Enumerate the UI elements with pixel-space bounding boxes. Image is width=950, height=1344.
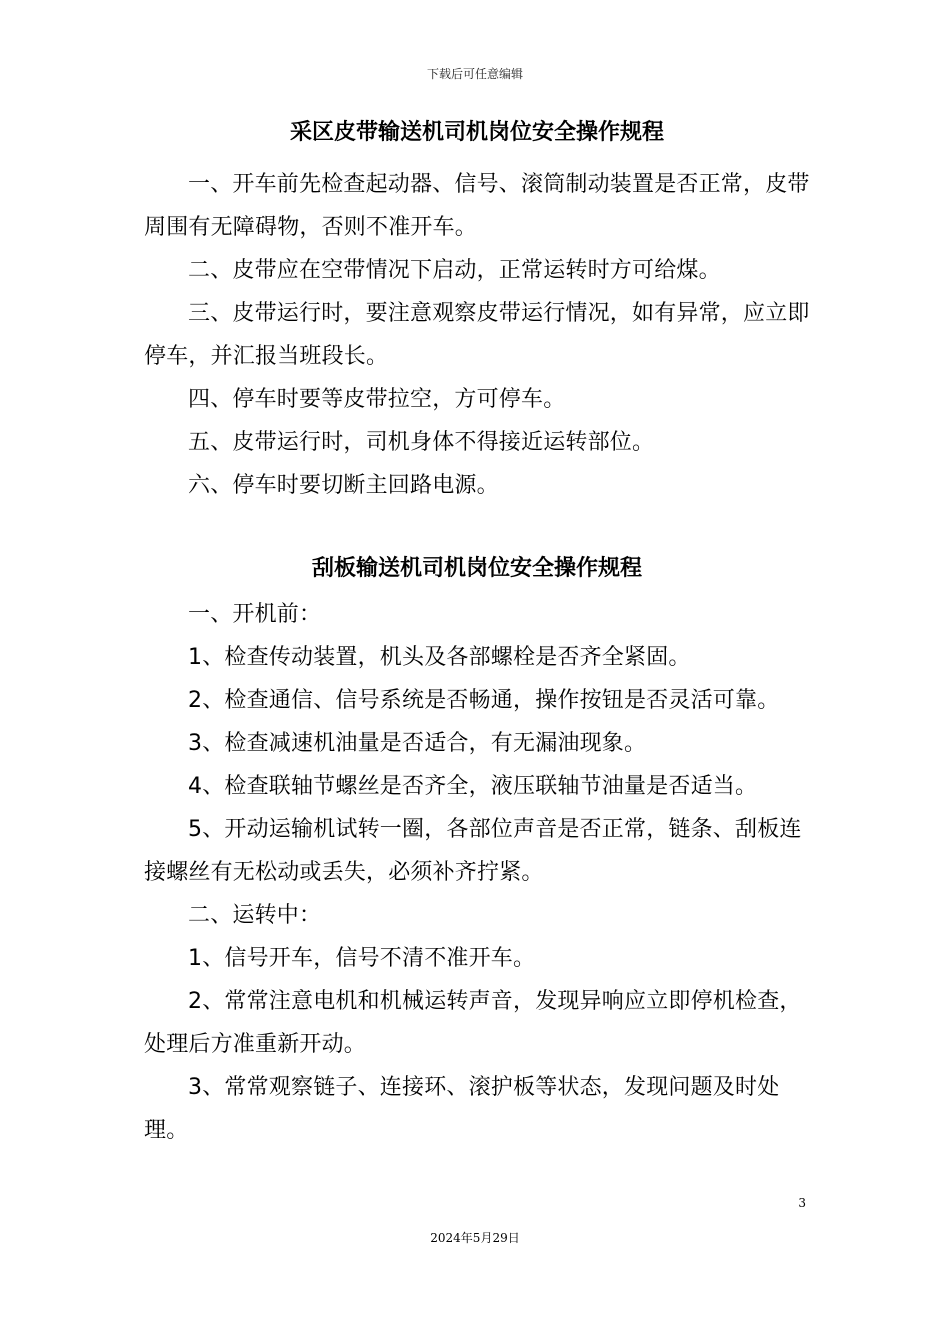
section-2-paragraph: 4、检查联轴节螺丝是否齐全，液压联轴节油量是否适当。 [188,774,758,799]
header-note: 下载后可任意编辑 [426,67,523,81]
section-1-paragraph: 一、开车前先检查起动器、信号、滚筒制动装置是否正常，皮带周围有无障碍物，否则不准开车。 [144,172,810,240]
section-2-paragraph: 3、常常观察链子、连接环、滚护板等状态，发现问题及时处理。 [144,1075,780,1143]
section-1-paragraph: 三、皮带运行时，要注意观察皮带运行情况，如有异常，应立即停车，并汇报当班段长。 [144,301,810,369]
section-1-paragraph: 四、停车时要等皮带拉空，方可停车。 [188,387,566,412]
section-2-paragraph: 5、开动运输机试转一圈，各部位声音是否正常，链条、刮板连接螺丝有无松动或丢失，必须补齐拧紧。 [144,817,802,885]
section-1-paragraph: 二、皮带应在空带情况下启动，正常运转时方可给煤。 [188,258,721,283]
section-2-title: 刮板输送机司机岗位安全操作规程 [311,556,642,581]
section-2-paragraph: 2、常常注意电机和机械运转声音，发现异响应立即停机检查，处理后方准重新开动。 [144,989,802,1057]
document-body [144,118,810,1152]
page-number: 3 [798,1196,806,1210]
section-1-paragraph: 六、停车时要切断主回路电源。 [188,473,499,498]
section-1-title: 采区皮带输送机司机岗位安全操作规程 [289,120,664,145]
section-2-paragraph: 2、检查通信、信号系统是否畅通，操作按钮是否灵活可靠。 [188,688,780,713]
section-1-paragraph: 五、皮带运行时，司机身体不得接近运转部位。 [188,430,655,455]
footer-date: 2024年5月29日 [430,1231,520,1245]
section-2-paragraph: 3、检查减速机油量是否适合，有无漏油现象。 [188,731,647,756]
section-2-paragraph: 1、信号开车，信号不清不准开车。 [188,946,536,971]
section-2-paragraph: 一、开机前： [188,602,322,627]
section-2-paragraph: 1、检查传动装置，机头及各部螺栓是否齐全紧固。 [188,645,691,670]
section-spacer [144,507,810,550]
section-2-paragraph: 二、运转中： [188,903,322,928]
